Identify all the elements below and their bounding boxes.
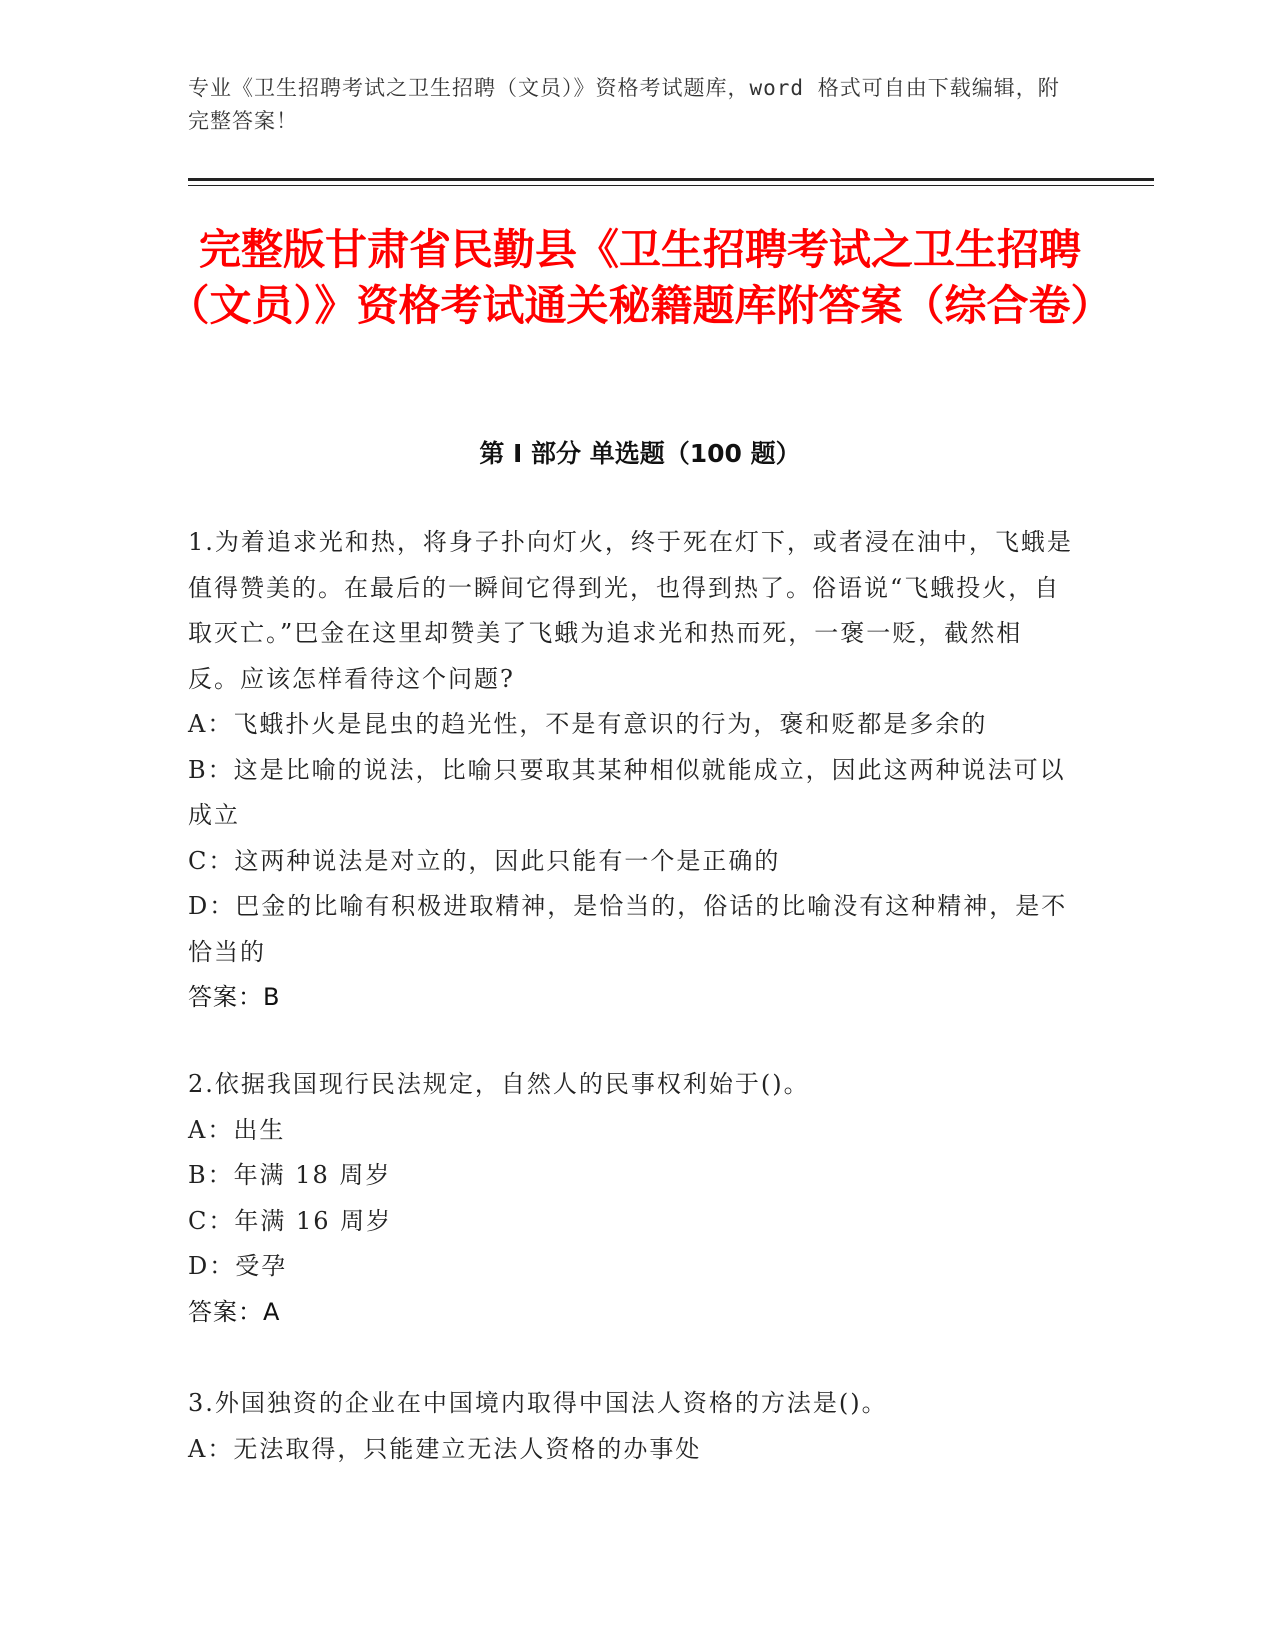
header-divider-thin <box>188 185 1154 186</box>
option-a: A：出生 <box>188 1115 286 1144</box>
header-divider-thick <box>188 178 1154 181</box>
answer: 答案：B <box>188 983 281 1011</box>
question-3 <box>188 1381 1074 1472</box>
section-heading: 第 I 部分 单选题（100 题） <box>479 439 801 468</box>
option-a: A：无法取得，只能建立无法人资格的办事处 <box>188 1434 702 1463</box>
header-note: 专业《卫生招聘考试之卫生招聘（文员）》资格考试题库，word 格式可自由下载编辑，附完整答案！ <box>188 76 1060 133</box>
option-d: D：巴金的比喻有积极进取精神，是恰当的，俗话的比喻没有这种精神，是不恰当的 <box>188 892 1068 966</box>
option-c: C：年满 16 周岁 <box>188 1206 393 1235</box>
question-stem: 3.外国独资的企业在中国境内取得中国法人资格的方法是()。 <box>188 1389 888 1417</box>
question-stem: 2.依据我国现行民法规定，自然人的民事权利始于()。 <box>188 1070 810 1098</box>
option-b: B：这是比喻的说法，比喻只要取其某种相似就能成立，因此这两种说法可以成立 <box>188 755 1066 829</box>
option-d: D：受孕 <box>188 1252 288 1280</box>
document-title: 完整版甘肃省民勤县《卫生招聘考试之卫生招聘（文员）》资格考试通关秘籍题库附答案（综合卷） <box>167 225 1113 330</box>
option-a: A：飞蛾扑火是昆虫的趋光性，不是有意识的行为，褒和贬都是多余的 <box>188 710 988 738</box>
option-b: B：年满 18 周岁 <box>188 1161 392 1189</box>
question-2 <box>188 1062 1074 1335</box>
question-1 <box>188 520 1074 1021</box>
question-stem: 1.为着追求光和热，将身子扑向灯火，终于死在灯下，或者浸在油中，飞蛾是值得赞美的。在最后的一瞬间它得到光，也得到热了。俗语说“飞蛾投火，自取灭亡。”巴金在这里却赞美了飞蛾为追求光和热而死，一褒一贬，截然相反。应该怎样看待这个问题? <box>188 528 1073 693</box>
answer: 答案：A <box>188 1297 281 1326</box>
option-c: C：这两种说法是对立的，因此只能有一个是正确的 <box>188 846 781 875</box>
